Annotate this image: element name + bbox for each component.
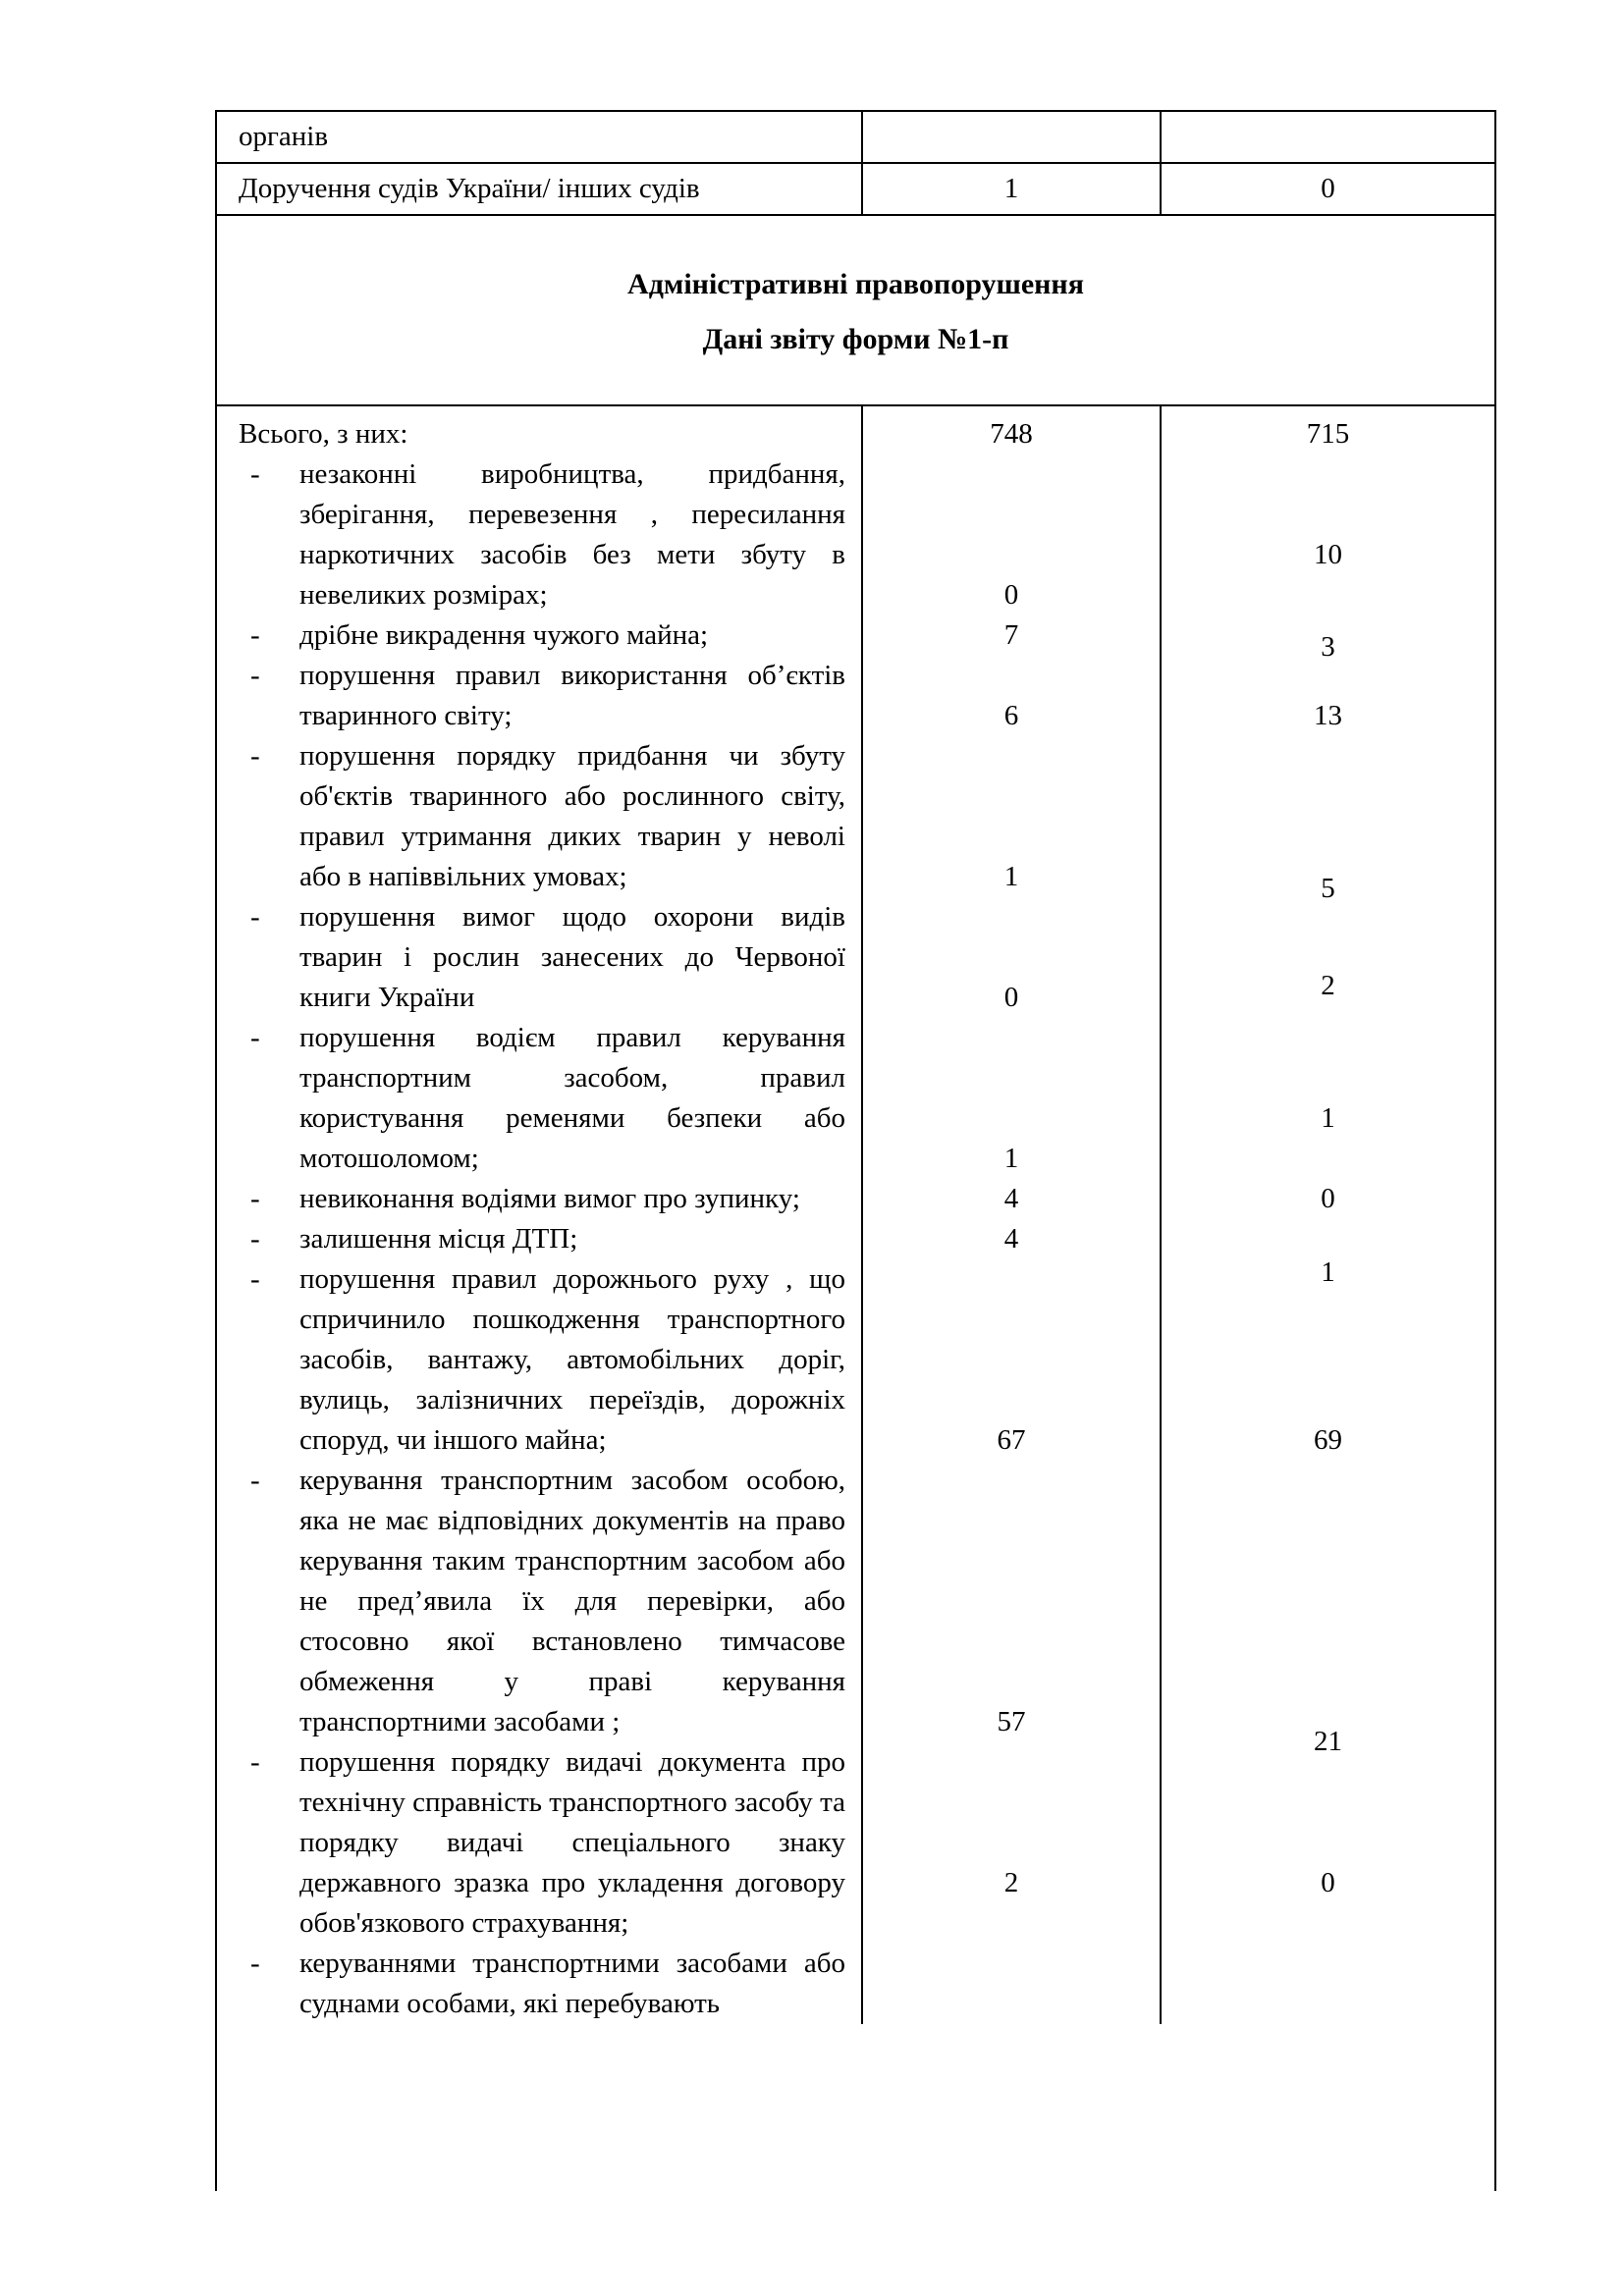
item-value-2: 3 bbox=[1321, 631, 1335, 663]
value-cell-1 bbox=[863, 454, 1162, 615]
list-dash: - bbox=[250, 901, 260, 933]
section-subtitle: Дані звіту форми №1-п bbox=[702, 323, 1009, 355]
item-text-cell bbox=[217, 1944, 863, 2024]
table-row bbox=[217, 1259, 1494, 1461]
value-cell-2 bbox=[1162, 897, 1494, 1018]
table-row bbox=[217, 454, 1494, 615]
item-text: дрібне викрадення чужого майна; bbox=[299, 619, 709, 651]
row-text: Доручення судів України/ інших судів bbox=[217, 164, 863, 214]
value-cell-2 bbox=[1162, 615, 1494, 663]
item-text: керуваннями транспортними засобами або суднами особами, які перебувають bbox=[299, 1948, 845, 2019]
value-cell-2 bbox=[1162, 656, 1494, 736]
item-value-1: 7 bbox=[1003, 619, 1019, 651]
item-text: порушення порядку придбання чи збуту об'єктів тваринного або рослинного світу, правил утримання диких тварин у неволі або в напіввільних умовах; bbox=[299, 740, 845, 892]
total-label: Всього, з них: bbox=[217, 406, 863, 454]
value-cell-1 bbox=[863, 1461, 1162, 1742]
list-dash: - bbox=[250, 1223, 260, 1255]
item-text: незаконні виробництва, придбання, зберігання, перевезення , пересилання наркотичних засобів без мети збуту в невеликих розмірах; bbox=[299, 458, 845, 611]
total-row bbox=[217, 406, 1494, 454]
table-row bbox=[217, 897, 1494, 1018]
item-value-2: 5 bbox=[1321, 873, 1335, 904]
value-cell-1 bbox=[863, 736, 1162, 897]
item-text: керування транспортним засобом особою, яка не має відповідних документів на право керування таким транспортним засобом або не пред’явила їх для перевірки, або стосовно якої встановлено тимчасове обмеження у праві керування транспортними засобами ; bbox=[299, 1465, 845, 1737]
item-value-1: 1 bbox=[1003, 1143, 1019, 1174]
value-cell-1 bbox=[863, 1742, 1162, 1944]
value-cell-1 bbox=[863, 1259, 1162, 1461]
value-cell-1 bbox=[863, 656, 1162, 736]
value-cell-1 bbox=[863, 1219, 1162, 1259]
item-text-cell bbox=[217, 1461, 863, 1742]
list-dash: - bbox=[250, 1948, 260, 1979]
item-value-2: 1 bbox=[1321, 1256, 1335, 1288]
value-cell-1 bbox=[863, 1944, 1162, 2024]
item-text: порушення вимог щодо охорони видів тварин і рослин занесених до Червоної книги України bbox=[299, 901, 845, 1013]
list-dash: - bbox=[250, 1465, 260, 1496]
list-dash: - bbox=[250, 1022, 260, 1053]
item-text-cell bbox=[217, 656, 863, 736]
item-value-2: 2 bbox=[1321, 970, 1335, 1001]
value-cell-1 bbox=[863, 615, 1162, 656]
row-text: органів bbox=[217, 112, 863, 162]
row-value-2: 0 bbox=[1321, 173, 1335, 204]
item-text: порушення правил дорожнього руху , що спричинило пошкодження транспортного засобів, вантажу, автомобільних доріг, вулиць, залізничних переїздів, дорожніх споруд, чи іншого майна; bbox=[299, 1263, 845, 1456]
item-value-1: 1 bbox=[1003, 861, 1019, 892]
table-row bbox=[217, 1742, 1494, 1944]
value-cell-2 bbox=[1162, 1219, 1494, 1288]
list-dash: - bbox=[250, 458, 260, 490]
section-header bbox=[217, 216, 1494, 406]
value-cell-1 bbox=[863, 897, 1162, 1018]
value-cell-1 bbox=[863, 164, 1162, 214]
value-cell-2 bbox=[1162, 1461, 1494, 1757]
table-row bbox=[217, 736, 1494, 904]
item-text: невиконання водіями вимог про зупинку; bbox=[299, 1183, 800, 1214]
list-dash: - bbox=[250, 740, 260, 772]
value-cell-2 bbox=[1162, 454, 1494, 615]
list-dash: - bbox=[250, 619, 260, 651]
item-text: залишення місця ДТП; bbox=[299, 1223, 578, 1255]
table-row bbox=[217, 1018, 1494, 1179]
value-cell-2 bbox=[1162, 164, 1494, 214]
item-text-cell bbox=[217, 1179, 863, 1219]
list-dash: - bbox=[250, 1746, 260, 1778]
item-value-2: 69 bbox=[1314, 1424, 1342, 1456]
item-text: порушення водієм правил керування транспортним засобом, правил користування ременями безпеки або мотошоломом; bbox=[299, 1022, 845, 1174]
value-cell-2 bbox=[1162, 1018, 1494, 1179]
list-dash: - bbox=[250, 1263, 260, 1295]
item-value-2: 0 bbox=[1321, 1867, 1335, 1898]
value-cell-2 bbox=[1162, 736, 1494, 904]
table-row bbox=[217, 1179, 1494, 1219]
item-text: порушення порядку видачі документа про технічну справність транспортного засобу та порядку видачі спеціального знаку державного зразка про укладення договору обов'язкового страхування; bbox=[299, 1746, 845, 1939]
item-text-cell bbox=[217, 897, 863, 1018]
total-value-2: 715 bbox=[1306, 418, 1350, 450]
item-value-1: 67 bbox=[997, 1424, 1026, 1456]
item-text-cell bbox=[217, 1259, 863, 1461]
item-text-cell bbox=[217, 1018, 863, 1179]
item-value-2: 21 bbox=[1314, 1726, 1342, 1757]
value-cell-2 bbox=[1162, 1179, 1494, 1219]
item-value-1: 2 bbox=[1003, 1867, 1019, 1898]
table-row bbox=[217, 615, 1494, 663]
value-cell-2 bbox=[1162, 1944, 1494, 2024]
table-row bbox=[217, 112, 1494, 164]
item-value-2: 13 bbox=[1314, 700, 1342, 731]
list-dash: - bbox=[250, 1183, 260, 1214]
value-cell-1 bbox=[863, 112, 1162, 162]
item-text-cell bbox=[217, 1742, 863, 1944]
total-value-1: 748 bbox=[990, 418, 1033, 450]
section-title: Адміністративні правопорушення bbox=[627, 268, 1084, 300]
value-cell-2 bbox=[1162, 1742, 1494, 1944]
table-row bbox=[217, 1219, 1494, 1288]
item-value-1: 57 bbox=[997, 1706, 1026, 1737]
item-value-1: 4 bbox=[1003, 1223, 1019, 1255]
item-text-cell bbox=[217, 1219, 863, 1259]
value-cell-2 bbox=[1162, 112, 1494, 162]
item-value-2: 10 bbox=[1314, 539, 1342, 570]
item-text: порушення правил використання об’єктів тваринного світу; bbox=[299, 660, 845, 731]
list-dash: - bbox=[250, 660, 260, 691]
row-value-1: 1 bbox=[1003, 173, 1019, 204]
report-table bbox=[215, 110, 1496, 2191]
item-text-cell bbox=[217, 615, 863, 656]
table-row bbox=[217, 656, 1494, 736]
table-row bbox=[217, 1944, 1494, 2024]
item-value-1: 0 bbox=[1003, 982, 1019, 1013]
table-row bbox=[217, 1461, 1494, 1757]
item-text-cell bbox=[217, 454, 863, 615]
item-value-1: 6 bbox=[1003, 700, 1019, 731]
item-value-1: 0 bbox=[1003, 579, 1019, 611]
item-value-2: 1 bbox=[1321, 1102, 1335, 1134]
item-value-2: 0 bbox=[1321, 1183, 1335, 1214]
item-value-1: 4 bbox=[1003, 1183, 1019, 1214]
value-cell-1 bbox=[863, 1179, 1162, 1219]
value-cell-1 bbox=[863, 1018, 1162, 1179]
value-cell-1 bbox=[863, 406, 1162, 454]
value-cell-2 bbox=[1162, 406, 1494, 454]
table-row bbox=[217, 164, 1494, 216]
item-text-cell bbox=[217, 736, 863, 897]
